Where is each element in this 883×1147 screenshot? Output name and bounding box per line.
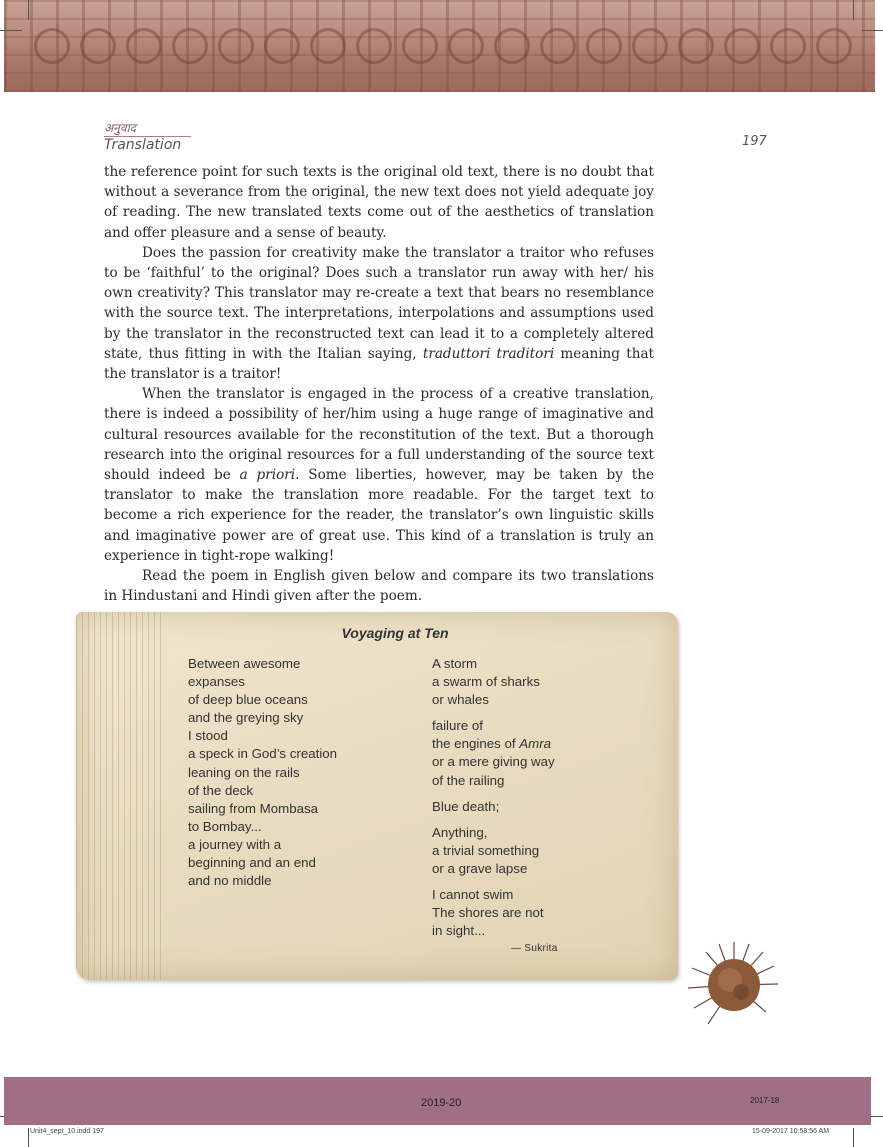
banner-motif [34,10,852,80]
crop-mark [853,0,854,20]
poem-line: of the railing [432,772,505,788]
poem-line-text: the engines of [432,736,516,752]
paragraph-3 [104,384,654,566]
poem-right-column [432,655,555,940]
poem-line: expanses [188,674,245,690]
poem-author: — Sukrita [511,943,558,954]
crop-mark [862,30,883,31]
poem-line: or a mere giving way [432,754,555,770]
poem-line: and no middle [188,873,272,889]
print-slug-right: 15-09-2017 10:58:56 AM [752,1128,830,1135]
poem-paper-edge [76,612,166,980]
a-priori-term: a priori. [239,467,300,484]
body-text [104,162,654,606]
poem-line: Between awesome [188,656,301,671]
footer-year: 2019-20 [421,1097,462,1109]
paragraph-1: the reference point for such texts is the original old text, there is no doubt that without a severance from the original, the new text does not yield adequate joy of reading. The new translated texts come out of the aesthetics of translation and offer pleasure and a sense of beauty. [104,164,654,241]
poem-line: The shores are not [432,905,544,921]
poem-line: leaning on the rails [188,764,300,780]
poem-line: Blue death; [432,798,500,814]
poem-line: or whales [432,692,489,708]
decorative-banner [4,0,875,92]
footer-year-right: 2017-18 [750,1096,780,1105]
paragraph-2-end: meaning that the translator is a traitor! [104,345,655,383]
page-number: 197 [742,134,767,149]
poem-line: of deep blue oceans [188,692,308,708]
poem-line: in sight... [432,923,486,939]
poem-line: I stood [188,728,228,744]
poem-line: to Bombay... [188,818,262,834]
poem-paper-background [76,612,678,980]
poem-line: a swarm of sharks [432,674,540,690]
poem-line: and the greying sky [188,710,304,726]
crop-mark [0,30,22,31]
crop-mark [28,0,29,20]
poem-line: failure of [432,718,483,734]
paragraph-3-text: When the translator is engaged in the process of a creative translation, there is indeed a possibility of her/him using a huge range of imaginative and cultural resources available for the reconstitution of the text. But a thorough research into the original resources for a full understanding of the source text should indeed be [104,386,654,484]
poem-line: of the deck [188,782,254,798]
running-head-hindi: अनुवाद [104,121,136,135]
sun-ornament-icon [686,940,781,1030]
poem-line: A storm [432,656,478,671]
poem-line: a journey with a [188,836,282,852]
poem-line: or a grave lapse [432,860,528,876]
poem-line: beginning and an end [188,855,316,871]
paragraph-2 [104,243,654,384]
crop-mark [28,1128,29,1147]
poem-line: sailing from Mombasa [188,800,319,816]
poem-line: Anything, [432,824,488,840]
paragraph-3-end: Some liberties, however, may be taken by the translator to make the translation more readable. For the target text to become a rich experience for the reader, the translator’s own linguistic skills and imaginative power are of great use. This kind of a translation is truly an experience in tight-rope walking! [104,467,654,564]
poem-title: Voyaging at Ten [341,625,449,641]
poem-line: a speck in God’s creation [188,746,338,762]
print-slug-left: Unit4_sept_10.indd 197 [30,1128,104,1135]
paragraph-2-text: Does the passion for creativity make the translator a traitor who refuses to be ‘faithful’ to the original? Does such a translator run away with her/ his own creativity? This translator may re-create a text that bears no resemblance with the source text. The interpretations, interpolations and assumptions used by the translator in the reconstructed text can lead it to a completely altered state, thus fitting in with the Italian saying, [104,244,654,362]
running-head-english: Translation [104,137,182,153]
ship-name: Amra [519,736,552,752]
poem-left-column [188,655,337,890]
crop-mark [853,1128,854,1147]
italian-saying: traduttori traditori [422,345,555,362]
poem-line: a trivial something [432,842,540,858]
poem-line [432,735,555,753]
paragraph-4: Read the poem in English given below and compare its two translations in Hindustani and Hindi given after the poem. [104,568,654,605]
poem-line: I cannot swim [432,887,514,903]
